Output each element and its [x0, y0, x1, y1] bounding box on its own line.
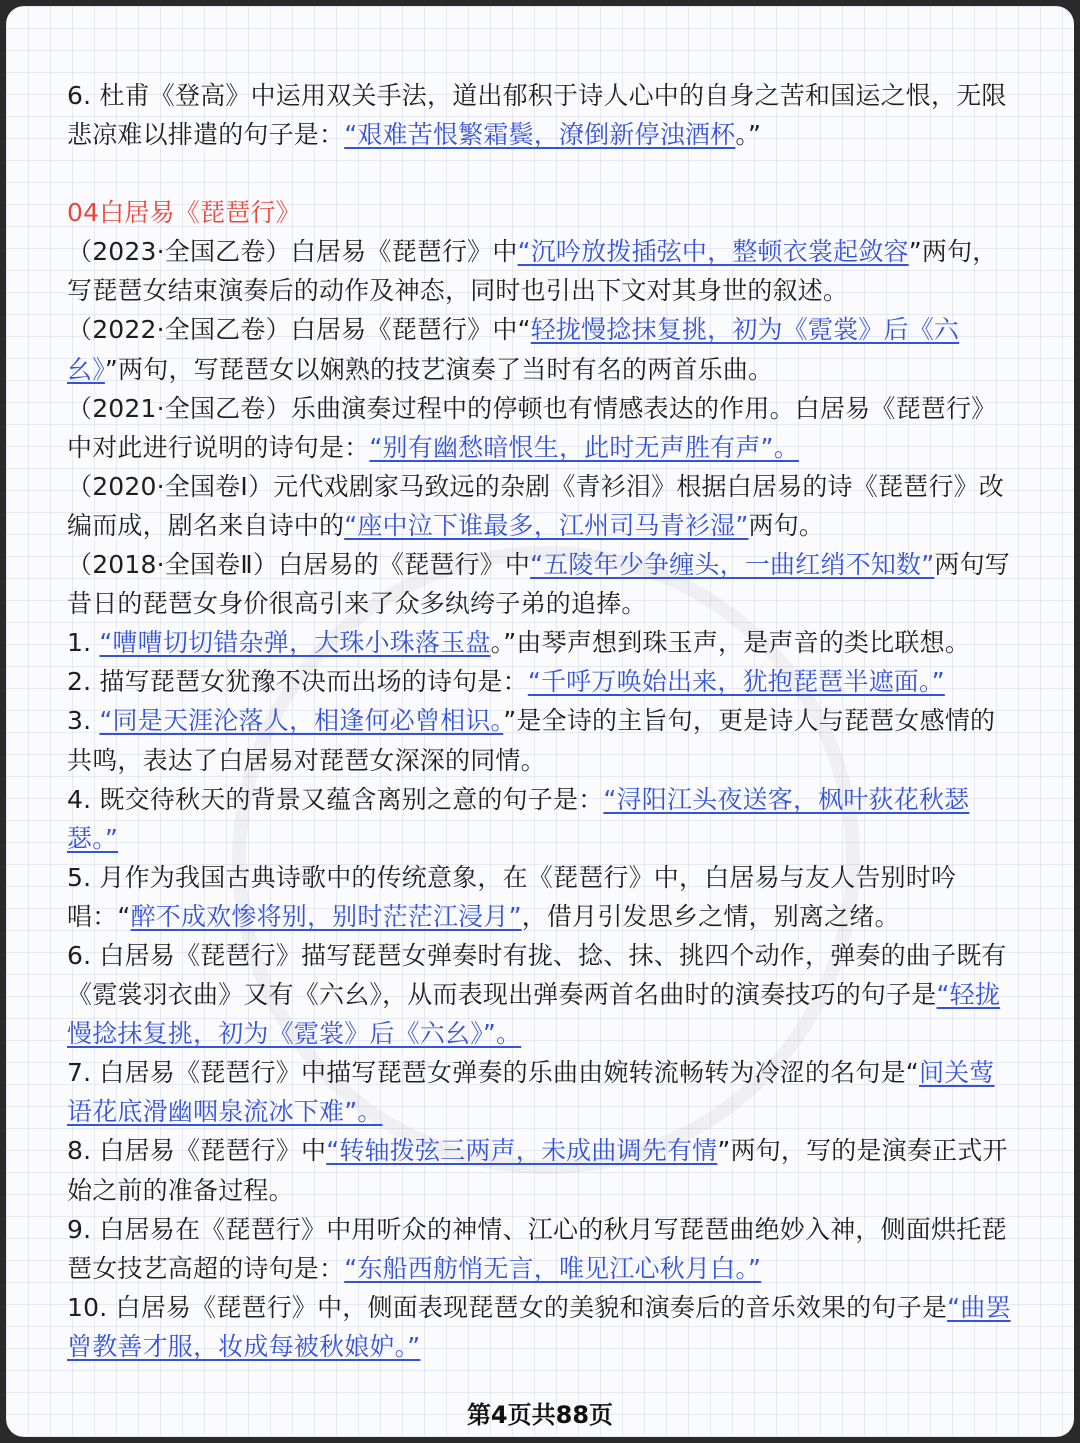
question-text: （2021·全国乙卷）乐曲演奏过程中的停顿也有情感表达的作用。白居易《琵琶行》中对此进行说明的诗句是：: [67, 393, 997, 462]
paragraph: [67, 1053, 1017, 1131]
question-text: ”两句，写琵琶女以娴熟的技艺演奏了当时有名的两首乐曲。: [104, 354, 774, 384]
answer-text: “别有幽愁暗恨生，此时无声胜有声”。: [369, 432, 799, 462]
question-text: 3.: [67, 706, 100, 736]
question-text: ”两句，写琵琶女结束演奏后的动作及神态，同时也引出下文对其身世的叙述。: [67, 237, 998, 306]
question-text: 1.: [67, 628, 100, 658]
answer-text: 醉不成欢惨将别，别时茫茫江浸月”: [130, 901, 522, 931]
paragraph: [67, 623, 1017, 662]
question-text: 9. 白居易在《琵琶行》中用听众的神情、江心的秋月写琵琶曲绝妙入神，侧面烘托琵琶女技艺高超的诗句是：: [67, 1214, 1007, 1283]
question-text: （2020·全国卷Ⅰ）元代戏剧家马致远的杂剧《青衫泪》根据白居易的诗《琵琶行》改编而成，剧名来自诗中的: [67, 471, 1004, 540]
question-text: （2022·全国乙卷）白居易《琵琶行》中“: [67, 315, 531, 345]
question-text: 7. 白居易《琵琶行》中描写琵琶女弹奏的乐曲由婉转流畅转为冷涩的名句是“: [67, 1058, 919, 1088]
answer-text: “曲罢曾教善才服，妆成每被秋娘妒。”: [67, 1292, 1011, 1361]
question-text: 两句写昔日的琵琶女身价很高引来了众多纨绔子弟的追捧。: [67, 550, 1010, 619]
question-text: 。”: [735, 120, 762, 150]
paragraph: [67, 1210, 1017, 1288]
paragraph: [67, 662, 1017, 701]
question-text: 。”由琴声想到珠玉声，是声音的类比联想。: [490, 628, 971, 658]
answer-text: 间关莺语花底滑幽咽泉流冰下难”。: [67, 1058, 995, 1127]
answer-text: “转轴拨弦三两声，未成曲调先有情: [326, 1136, 718, 1166]
answer-text: “浔阳江头夜送客，枫叶荻花秋瑟瑟。”: [67, 784, 970, 853]
section-title: 04白居易《琵琶行》: [67, 198, 301, 228]
answer-text: “座中泣下谁最多，江州司马青衫湿”: [344, 510, 749, 540]
paragraph: [67, 780, 1017, 858]
paragraph: [67, 1131, 1017, 1209]
answer-text: “东船西舫悄无言，唯见江心秋月白。”: [344, 1253, 762, 1283]
question-text: ”是全诗的主旨句，更是诗人与琵琶女感情的共鸣，表达了白居易对琵琶女深深的同情。: [67, 706, 996, 775]
question-text: （2018·全国卷Ⅱ）白居易的《琵琶行》中: [67, 550, 531, 580]
question-text: 6. 白居易《琵琶行》描写琵琶女弹奏时有拢、捻、抹、挑四个动作，弹奏的曲子既有《霓裳羽衣曲》又有《六幺》，从而表现出弹奏两首名曲时的演奏技巧的句子是: [67, 940, 1007, 1010]
question-text: 8. 白居易《琵琶行》中: [67, 1136, 327, 1166]
paragraph: [67, 76, 1017, 154]
answer-text: “艰难苦恨繁霜鬓，潦倒新停浊酒杯: [344, 120, 736, 150]
paragraph: [67, 701, 1017, 779]
question-text: 6. 杜甫《登高》中运用双关手法，道出郁积于诗人心中的自身之苦和国运之恨，无限悲凉难以排遣的句子是：: [67, 81, 1007, 150]
question-text: 10. 白居易《琵琶行》中，侧面表现琵琶女的美貌和演奏后的音乐效果的句子是: [67, 1292, 948, 1322]
question-text: （2023·全国乙卷）白居易《琵琶行》中: [67, 237, 518, 267]
paragraph: [67, 232, 1017, 310]
answer-text: “同是天涯沦落人，相逢何必曾相识。: [99, 706, 504, 736]
paragraph: [67, 467, 1017, 545]
answer-text: “嘈嘈切切错杂弹，大珠小珠落玉盘: [99, 628, 491, 658]
page-number: 第4页共88页: [466, 1401, 614, 1429]
paragraph: [67, 310, 1017, 388]
question-text: 2. 描写琵琶女犹豫不决而出场的诗句是：: [67, 667, 528, 697]
paragraph: [67, 389, 1017, 467]
question-text: 4. 既交待秋天的背景又蕴含离别之意的句子是：: [67, 784, 604, 814]
answer-text: “沉吟放拨插弦中，整顿衣裳起敛容: [517, 237, 909, 267]
question-text: ”两句，写的是演奏正式开始之前的准备过程。: [67, 1136, 1008, 1205]
spacer: [67, 154, 1017, 193]
question-text: 5. 月作为我国古典诗歌中的传统意象，在《琵琶行》中，白居易与友人告别时吟唱：“: [67, 862, 957, 931]
question-text: 两句。: [748, 510, 825, 540]
paragraph: [67, 858, 1017, 936]
paragraph: [67, 1288, 1017, 1366]
answer-text: “千呼万唤始出来，犹抱琵琶半遮面。”: [527, 667, 945, 697]
section-heading: [67, 193, 1017, 232]
answer-text: “五陵年少争缠头，一曲红绡不知数”: [530, 550, 935, 580]
paragraph: [67, 936, 1017, 1053]
answer-text: “轻拢慢捻抹复挑，初为《霓裳》后《六幺》”。: [67, 980, 1001, 1049]
question-text: ，借月引发思乡之情，别离之绪。: [521, 901, 900, 931]
paragraph: [67, 545, 1017, 623]
document-page: [6, 6, 1074, 1437]
document-body: [67, 76, 1017, 1366]
answer-text: 轻拢慢捻抹复挑，初为《霓裳》后《六幺》: [67, 315, 960, 384]
